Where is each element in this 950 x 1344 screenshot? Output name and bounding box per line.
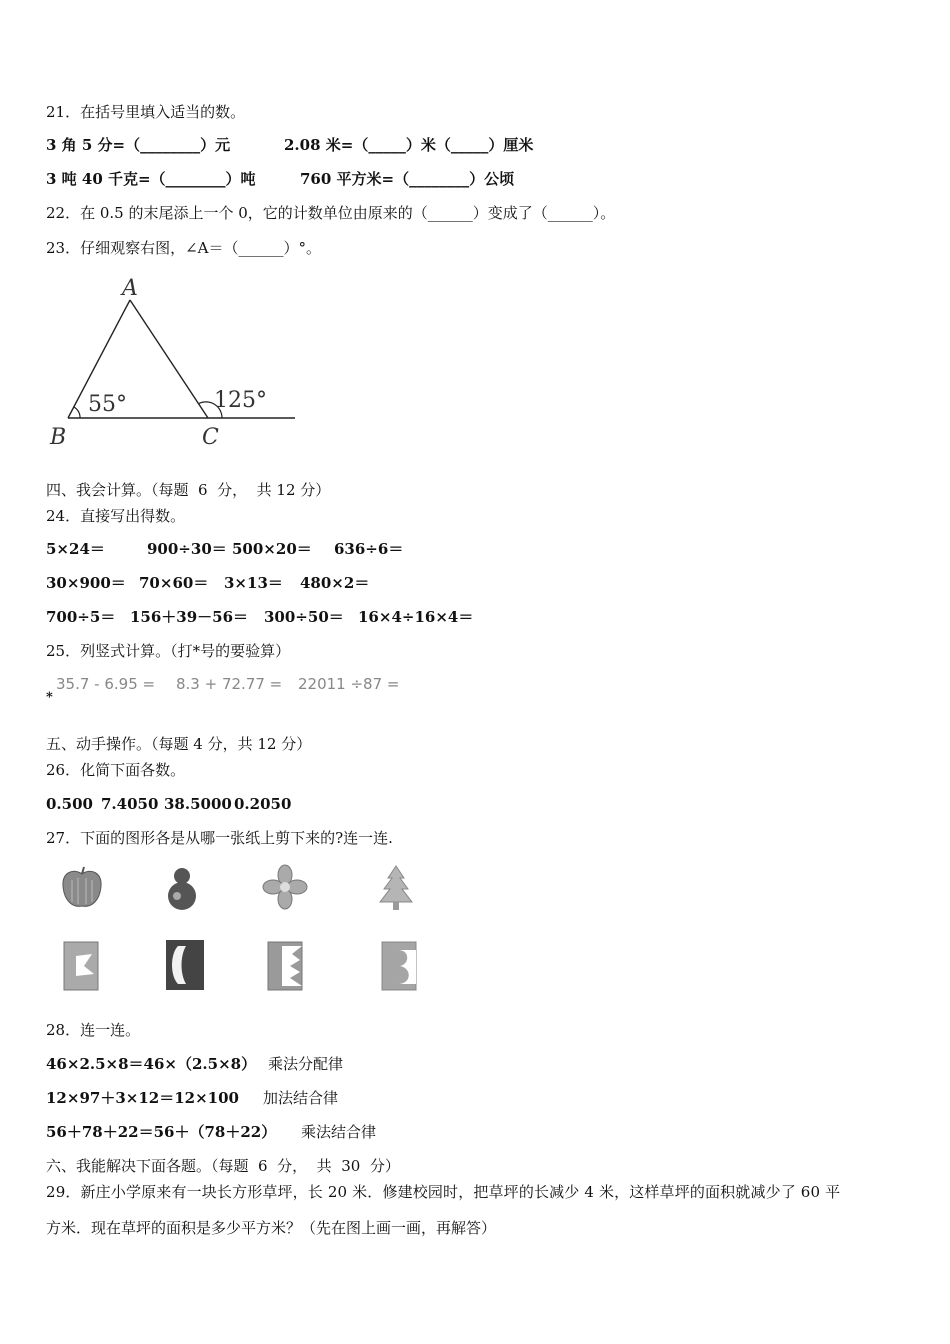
flower-shape-icon — [262, 864, 308, 910]
q24-r3-c2: 156＋39－56＝ — [130, 608, 249, 626]
q29-line-2: 方米．现在草坪的面积是多少平方米？（先在图上画一画，再解答） — [46, 1219, 497, 1237]
q29-line-1: 29．新庄小学原来有一块长方形草坪，长 20 米．修建校园时，把草坪的长减少 4 米，这样草坪的面积就减少了 60 平 — [46, 1183, 841, 1201]
paper-2-icon — [164, 938, 208, 992]
q26-num-1: 0.500 — [46, 795, 93, 813]
angle-b-label: 55° — [88, 392, 127, 417]
angle-b-arc — [74, 407, 80, 418]
q27-title: 27．下面的图形各是从哪一张纸上剪下来的?连一连. — [46, 829, 393, 847]
q25-star: * — [46, 690, 53, 705]
section6-title: 六、我能解决下面各题。（每题 6 分， 共 30 分） — [46, 1157, 400, 1175]
q28-expr-3: 56＋78＋22＝56＋（78＋22） — [46, 1123, 277, 1141]
q24-r1-c4: 636÷6＝ — [334, 540, 404, 558]
q24-r2-c3: 3×13＝ — [224, 574, 283, 592]
q24-r1-c2: 900÷30＝ — [147, 540, 227, 558]
gourd-shape-icon — [160, 862, 204, 912]
q24-r2-c4: 480×2＝ — [300, 574, 370, 592]
q21-blank-3: 3 吨 40 千克=（________）吨 — [46, 170, 256, 188]
q26-title: 26．化简下面各数。 — [46, 761, 186, 779]
q21-blank-4: 760 平方米=（________）公顷 — [300, 170, 515, 188]
q21-blank-2: 2.08 米=（_____）米（_____）厘米 — [284, 136, 534, 154]
label-b: B — [50, 425, 67, 450]
q24-r3-c4: 16×4÷16×4＝ — [358, 608, 474, 626]
paper-1-icon — [62, 940, 104, 992]
q21-blank-1: 3 角 5 分=（________）元 — [46, 136, 231, 154]
q24-title: 24．直接写出得数。 — [46, 507, 186, 525]
label-a: A — [122, 276, 138, 301]
q25-item-3: 22011 ÷87 = — [298, 675, 400, 693]
q28-expr-2: 12×97＋3×12＝12×100 — [46, 1089, 239, 1107]
tree-shape-icon — [374, 864, 418, 912]
q23-text: 23．仔细观察右图，∠A＝（______）°。 — [46, 239, 321, 257]
q25-item-2: 8.3 + 72.77 = — [176, 675, 283, 693]
q22-text: 22．在 0.5 的末尾添上一个 0，它的计数单位由原来的（______）变成了（______）。 — [46, 204, 616, 222]
angle-c-label: 125° — [214, 388, 267, 413]
q26-num-3: 38.5000 — [164, 795, 232, 813]
apple-shape-icon — [58, 864, 106, 912]
q28-law-3: 乘法结合律 — [301, 1123, 377, 1141]
q24-r3-c1: 700÷5＝ — [46, 608, 116, 626]
q26-num-4: 0.2050 — [234, 795, 292, 813]
q21-title: 21．在括号里填入适当的数。 — [46, 103, 246, 121]
q25-title: 25．列竖式计算。（打*号的要验算） — [46, 642, 291, 660]
q24-r2-c2: 70×60＝ — [139, 574, 209, 592]
q26-num-2: 7.4050 — [101, 795, 159, 813]
q28-law-1: 乘法分配律 — [268, 1055, 344, 1073]
triangle-figure — [46, 268, 306, 458]
paper-3-icon — [266, 940, 308, 992]
section4-title: 四、我会计算。（每题 6 分， 共 12 分） — [46, 481, 331, 499]
label-c: C — [202, 425, 219, 450]
q24-r1-c1: 5×24＝ — [46, 540, 105, 558]
q28-title: 28．连一连。 — [46, 1021, 141, 1039]
q28-law-2: 加法结合律 — [263, 1089, 339, 1107]
paper-4-icon — [378, 940, 420, 992]
q24-r3-c3: 300÷50＝ — [264, 608, 344, 626]
side-ac — [130, 300, 208, 418]
q25-item-1: 35.7 - 6.95 = — [56, 675, 156, 693]
q24-r1-c3: 500×20＝ — [232, 540, 312, 558]
q24-r2-c1: 30×900＝ — [46, 574, 126, 592]
q28-expr-1: 46×2.5×8＝46×（2.5×8） — [46, 1055, 257, 1073]
section5-title: 五、动手操作。（每题 4 分，共 12 分） — [46, 735, 312, 753]
